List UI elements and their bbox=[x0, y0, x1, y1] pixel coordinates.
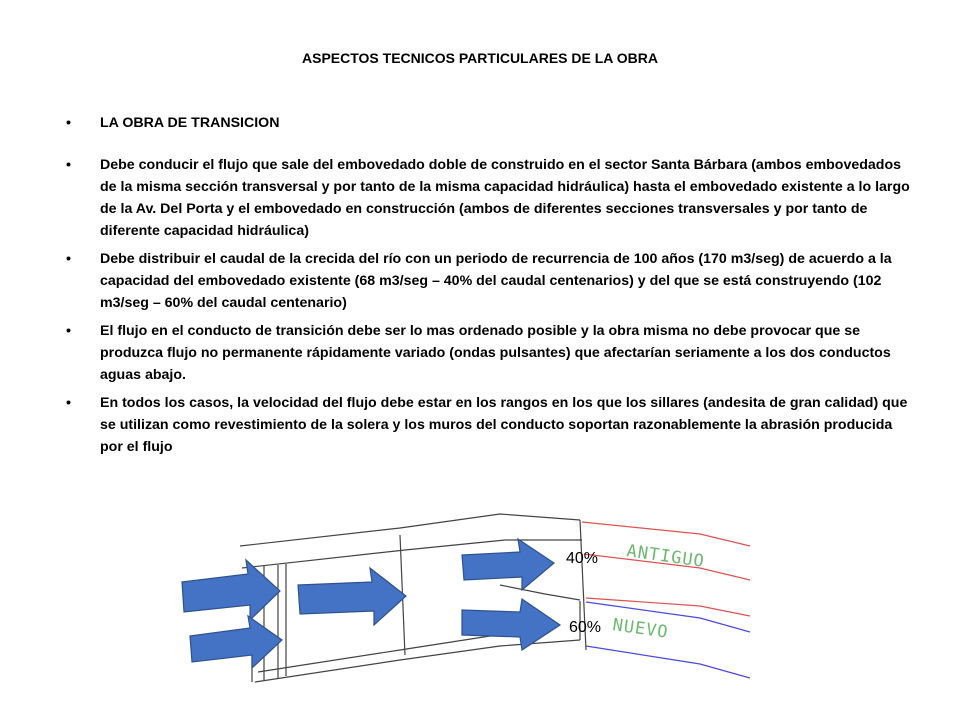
bullet-icon: • bbox=[66, 323, 71, 339]
bullet-text: Debe distribuir el caudal de la crecida del río con un periodo de recurrencia de 100 años (170 m3/seg) de acuerdo a la capacidad del embovedado existente (68 m3/seg – 40% del caudal centenarios) y del que se está construyendo (102 m3/seg – 60% del caudal centenario) bbox=[100, 251, 892, 311]
bullet-text: LA OBRA DE TRANSICION bbox=[100, 115, 280, 131]
bullet-icon: • bbox=[66, 395, 71, 411]
antiguo-label: ANTIGUO bbox=[625, 541, 706, 572]
bullet-text: En todos los casos, la velocidad del flujo debe estar en los rangos en los que los sillares (andesita de gran calidad) que se utilizan como revestimiento de la solera y los muros del conducto soportan razonablemente la abrasión producida por el flujo bbox=[100, 395, 908, 455]
pct-40-label: 40% bbox=[566, 550, 599, 567]
bullet-icon: • bbox=[66, 157, 71, 173]
arrow-icon bbox=[462, 539, 554, 590]
arrow-icon bbox=[190, 616, 282, 668]
bullet-text: El flujo en el conducto de transición debe ser lo mas ordenado posible y la obra misma no debe provocar que se produzca flujo no permanente rápidamente variado (ondas pulsantes) que afectarían seriamente a los dos conductos aguas abajo. bbox=[100, 323, 891, 383]
antiguo-channel bbox=[582, 522, 750, 616]
structure-lines bbox=[240, 514, 586, 682]
bullet-icon: • bbox=[66, 115, 71, 131]
nuevo-label: NUEVO bbox=[611, 615, 670, 643]
page-title: ASPECTOS TECNICOS PARTICULARES DE LA OBRA bbox=[302, 50, 658, 66]
bullet-text: Debe conducir el flujo que sale del embovedado doble de construido en el sector Santa Bárbara (ambos embovedados de la misma sección transversal y por tanto de la misma capacidad hidráulica) hasta el embovedado existente a lo largo de la Av. Del Porta y el embovedado en construcción (ambos de diferentes secciones transversales y por tanto de diferente capacidad hidráulica) bbox=[100, 157, 910, 239]
arrow-icon bbox=[182, 560, 280, 620]
flow-arrows bbox=[182, 539, 560, 668]
pct-60-label: 60% bbox=[569, 619, 602, 636]
nuevo-channel bbox=[586, 602, 750, 678]
bullet-icon: • bbox=[66, 251, 71, 267]
arrow-icon bbox=[298, 568, 406, 625]
